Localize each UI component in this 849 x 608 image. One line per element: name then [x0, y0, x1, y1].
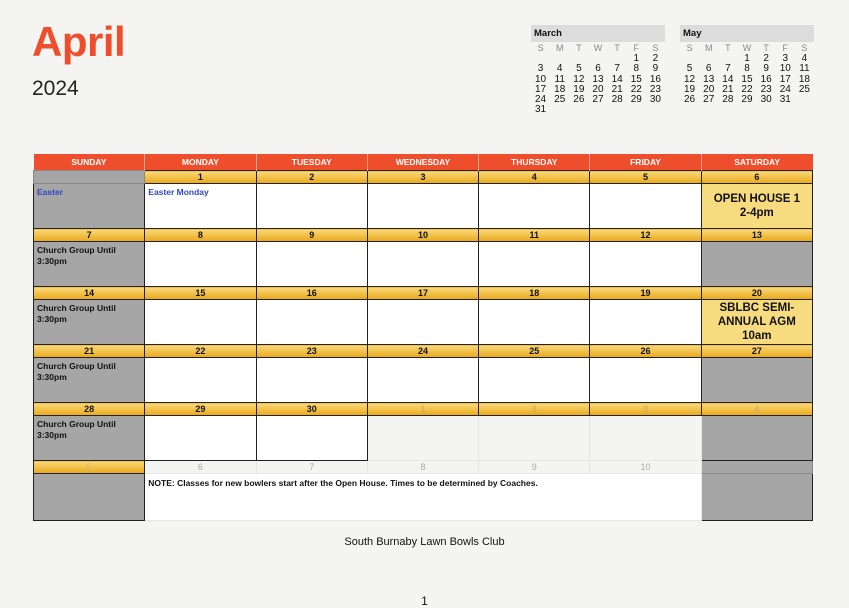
- mini-day[interactable]: 10: [779, 63, 791, 75]
- weekday-sunday: SUNDAY: [34, 154, 145, 171]
- day-number: 9: [479, 461, 590, 474]
- mini-day[interactable]: 30: [760, 94, 772, 106]
- mini-day[interactable]: [550, 105, 569, 115]
- mini-calendar-may: [680, 25, 814, 105]
- weekday-header-row: [34, 154, 813, 171]
- day-number: 6: [145, 461, 256, 474]
- day-cell[interactable]: [256, 242, 367, 287]
- weekday-friday: FRIDAY: [590, 154, 701, 171]
- week-5-events: [34, 416, 813, 461]
- day-cell[interactable]: [145, 416, 256, 461]
- mini-day[interactable]: 2: [652, 53, 659, 64]
- day-number[interactable]: 3: [367, 171, 478, 184]
- mini-day[interactable]: 19: [573, 83, 585, 95]
- day-cell[interactable]: [34, 358, 145, 403]
- week-2-events: [34, 242, 813, 287]
- day-cell[interactable]: [479, 184, 590, 229]
- event-church-group: Church Group Until 3:30pm: [37, 419, 116, 440]
- mini-day[interactable]: 20: [592, 83, 604, 95]
- weekday-saturday: SATURDAY: [701, 154, 812, 171]
- mini-day[interactable]: 4: [801, 53, 808, 64]
- day-number: 1: [367, 403, 478, 416]
- mini-day[interactable]: [608, 105, 627, 115]
- mini-day[interactable]: 23: [760, 83, 772, 95]
- day-cell[interactable]: [256, 184, 367, 229]
- day-cell[interactable]: [256, 358, 367, 403]
- day-cell[interactable]: [34, 184, 145, 229]
- week-4-day-numbers: [34, 345, 813, 358]
- mini-day[interactable]: 17: [535, 83, 547, 95]
- mini-day[interactable]: 16: [760, 73, 772, 85]
- week-3-day-numbers: [34, 287, 813, 300]
- day-number[interactable]: 19: [590, 287, 701, 300]
- day-number: 3: [590, 403, 701, 416]
- event-church-group: Church Group Until 3:30pm: [37, 361, 116, 382]
- day-number[interactable]: 29: [145, 403, 256, 416]
- week-6-events: [34, 474, 813, 521]
- day-number[interactable]: 15: [145, 287, 256, 300]
- mini-calendar-title: May: [680, 25, 814, 42]
- mini-day[interactable]: 3: [537, 63, 544, 75]
- day-cell: [590, 416, 701, 461]
- day-number[interactable]: 14: [34, 287, 145, 300]
- event-open-house: OPEN HOUSE 1 2-4pm: [713, 193, 800, 219]
- day-number[interactable]: 27: [701, 345, 812, 358]
- day-number[interactable]: 18: [479, 287, 590, 300]
- mini-day[interactable]: 20: [703, 83, 715, 95]
- day-cell[interactable]: [701, 300, 812, 345]
- day-number: 8: [367, 461, 478, 474]
- mini-day[interactable]: 26: [573, 94, 585, 106]
- day-number: 5: [34, 461, 145, 474]
- day-cell[interactable]: [590, 184, 701, 229]
- day-number[interactable]: 17: [367, 287, 478, 300]
- mini-day[interactable]: 14: [611, 73, 623, 85]
- mini-day[interactable]: 25: [798, 83, 810, 95]
- day-number[interactable]: 23: [256, 345, 367, 358]
- day-cell[interactable]: [256, 416, 367, 461]
- event-agm: SBLBC SEMI-ANNUAL AGM 10am: [717, 302, 796, 342]
- day-number[interactable]: 11: [479, 229, 590, 242]
- week-4-events: [34, 358, 813, 403]
- mini-calendar-march: [531, 25, 665, 116]
- event-church-group: Church Group Until 3:30pm: [37, 303, 116, 324]
- mini-dow: F: [782, 43, 789, 53]
- weekday-tuesday: TUESDAY: [256, 154, 367, 171]
- mini-dow: T: [763, 43, 769, 53]
- day-cell[interactable]: [34, 300, 145, 345]
- mini-day[interactable]: 12: [573, 73, 585, 85]
- day-cell[interactable]: [145, 184, 256, 229]
- mini-day[interactable]: 31: [535, 104, 547, 116]
- mini-day[interactable]: 15: [630, 73, 642, 85]
- day-cell: [701, 416, 812, 461]
- mini-day[interactable]: 18: [798, 73, 810, 85]
- day-cell: [34, 474, 145, 521]
- day-number: 10: [590, 461, 701, 474]
- mini-day[interactable]: [569, 105, 588, 115]
- note-text: NOTE: Classes for new bowlers start after the Open House. Times to be determined by Coaches.: [148, 478, 538, 488]
- day-number[interactable]: 10: [367, 229, 478, 242]
- mini-dow: T: [614, 43, 620, 53]
- day-cell[interactable]: [34, 242, 145, 287]
- day-number[interactable]: 21: [34, 345, 145, 358]
- month-title: April: [32, 18, 126, 65]
- day-number[interactable]: 26: [590, 345, 701, 358]
- week-1-day-numbers: [34, 171, 813, 184]
- day-cell[interactable]: [367, 358, 478, 403]
- week-5-day-numbers: [34, 403, 813, 416]
- mini-day[interactable]: 8: [633, 63, 640, 75]
- mini-day[interactable]: 1: [744, 53, 750, 64]
- mini-dow-row: [531, 42, 665, 54]
- day-number[interactable]: 2: [256, 171, 367, 184]
- day-number: [34, 171, 145, 184]
- mini-day[interactable]: 16: [649, 73, 661, 85]
- day-number[interactable]: 4: [479, 171, 590, 184]
- mini-day[interactable]: [627, 105, 646, 115]
- mini-week-row: [531, 95, 665, 105]
- week-2-day-numbers: [34, 229, 813, 242]
- mini-day[interactable]: 25: [554, 94, 566, 106]
- day-cell[interactable]: [590, 242, 701, 287]
- event-easter-monday: Easter Monday: [148, 187, 209, 197]
- mini-day[interactable]: 7: [614, 63, 620, 75]
- mini-day[interactable]: 5: [686, 63, 693, 75]
- mini-day[interactable]: 28: [722, 94, 734, 106]
- mini-day[interactable]: 4: [556, 63, 563, 75]
- day-cell[interactable]: [479, 300, 590, 345]
- day-number[interactable]: 9: [256, 229, 367, 242]
- day-cell[interactable]: [590, 300, 701, 345]
- mini-day[interactable]: 8: [744, 63, 750, 75]
- mini-day[interactable]: 21: [722, 83, 734, 95]
- day-cell[interactable]: [590, 358, 701, 403]
- event-church-group: Church Group Until 3:30pm: [37, 245, 116, 266]
- mini-week-row: [680, 95, 814, 105]
- event-easter: Easter: [37, 187, 63, 197]
- mini-dow: W: [593, 43, 603, 53]
- day-number[interactable]: 8: [145, 229, 256, 242]
- mini-dow: M: [555, 43, 564, 53]
- day-cell: [367, 416, 478, 461]
- day-number[interactable]: 28: [34, 403, 145, 416]
- day-number[interactable]: 25: [479, 345, 590, 358]
- mini-day[interactable]: 14: [722, 73, 734, 85]
- day-cell[interactable]: [367, 300, 478, 345]
- mini-day[interactable]: 28: [611, 94, 623, 106]
- notes-cell: [145, 474, 701, 521]
- mini-day[interactable]: 6: [705, 63, 712, 75]
- mini-day[interactable]: 23: [649, 83, 661, 95]
- weekday-monday: MONDAY: [145, 154, 256, 171]
- mini-dow: S: [652, 43, 659, 53]
- day-number[interactable]: 20: [701, 287, 812, 300]
- mini-day[interactable]: 24: [535, 94, 547, 106]
- mini-day[interactable]: 30: [649, 94, 661, 106]
- weekday-wednesday: WEDNESDAY: [367, 154, 478, 171]
- mini-day[interactable]: 29: [741, 94, 753, 106]
- day-number[interactable]: 30: [256, 403, 367, 416]
- day-cell[interactable]: [367, 184, 478, 229]
- mini-day[interactable]: 7: [725, 63, 731, 75]
- mini-day[interactable]: 11: [554, 73, 565, 85]
- week-3-events: [34, 300, 813, 345]
- day-number: 4: [701, 403, 812, 416]
- day-cell[interactable]: [701, 242, 812, 287]
- day-cell[interactable]: [701, 184, 812, 229]
- day-cell[interactable]: [256, 300, 367, 345]
- mini-day[interactable]: 2: [763, 53, 769, 64]
- mini-day[interactable]: 17: [779, 73, 791, 85]
- mini-day[interactable]: 13: [703, 73, 715, 85]
- day-cell[interactable]: [367, 242, 478, 287]
- day-cell: [701, 474, 812, 521]
- mini-day[interactable]: [646, 105, 665, 115]
- mini-day[interactable]: 31: [779, 94, 791, 106]
- week-6-day-numbers: [34, 461, 813, 474]
- day-number: [701, 461, 812, 474]
- mini-day[interactable]: 24: [779, 83, 791, 95]
- mini-day[interactable]: 5: [576, 63, 582, 75]
- mini-day[interactable]: 18: [554, 83, 566, 95]
- day-number: 7: [256, 461, 367, 474]
- mini-day[interactable]: 27: [592, 94, 604, 106]
- day-number[interactable]: 13: [701, 229, 812, 242]
- mini-day[interactable]: 27: [703, 94, 715, 106]
- mini-day[interactable]: 9: [652, 63, 659, 75]
- day-number[interactable]: 1: [145, 171, 256, 184]
- mini-day[interactable]: 19: [684, 83, 696, 95]
- month-calendar-grid: [33, 154, 813, 521]
- day-cell[interactable]: [145, 300, 256, 345]
- mini-day[interactable]: 15: [741, 73, 753, 85]
- day-cell[interactable]: [145, 242, 256, 287]
- mini-day[interactable]: [588, 105, 607, 115]
- mini-calendar-title: March: [531, 25, 665, 42]
- day-number[interactable]: 7: [34, 229, 145, 242]
- mini-dow: M: [704, 43, 713, 53]
- day-cell: [479, 416, 590, 461]
- mini-dow: W: [742, 43, 752, 53]
- mini-day[interactable]: 10: [535, 73, 547, 85]
- day-number[interactable]: 24: [367, 345, 478, 358]
- year-label: 2024: [32, 77, 79, 100]
- day-number: 2: [479, 403, 590, 416]
- mini-dow: T: [576, 43, 582, 53]
- day-cell[interactable]: [34, 416, 145, 461]
- day-number[interactable]: 5: [590, 171, 701, 184]
- mini-day[interactable]: 21: [611, 83, 623, 95]
- mini-dow: S: [537, 43, 544, 53]
- mini-day[interactable]: 22: [741, 83, 753, 95]
- mini-dow: S: [801, 43, 808, 53]
- week-1-events: [34, 184, 813, 229]
- mini-day[interactable]: [795, 95, 814, 105]
- day-number[interactable]: 6: [701, 171, 812, 184]
- page-number: 1: [421, 594, 428, 608]
- mini-day[interactable]: 1: [633, 53, 640, 64]
- mini-dow: T: [725, 43, 731, 53]
- mini-day[interactable]: 9: [763, 63, 769, 75]
- day-cell[interactable]: [701, 358, 812, 403]
- day-number[interactable]: 16: [256, 287, 367, 300]
- club-name-footer: South Burnaby Lawn Bowls Club: [344, 536, 505, 548]
- day-cell[interactable]: [479, 242, 590, 287]
- mini-day[interactable]: 29: [630, 94, 642, 106]
- mini-day[interactable]: 13: [592, 73, 604, 85]
- mini-week-row: [531, 105, 665, 115]
- day-number[interactable]: 12: [590, 229, 701, 242]
- weekday-thursday: THURSDAY: [479, 154, 590, 171]
- mini-day[interactable]: 26: [684, 94, 696, 106]
- mini-day[interactable]: 11: [799, 63, 810, 75]
- mini-day[interactable]: 6: [595, 63, 601, 75]
- day-cell[interactable]: [145, 358, 256, 403]
- mini-day[interactable]: 12: [684, 73, 696, 85]
- mini-dow: S: [686, 43, 693, 53]
- mini-dow: F: [633, 43, 640, 53]
- mini-day[interactable]: 22: [630, 83, 642, 95]
- day-number[interactable]: 22: [145, 345, 256, 358]
- mini-day[interactable]: 3: [782, 53, 789, 64]
- day-cell[interactable]: [479, 358, 590, 403]
